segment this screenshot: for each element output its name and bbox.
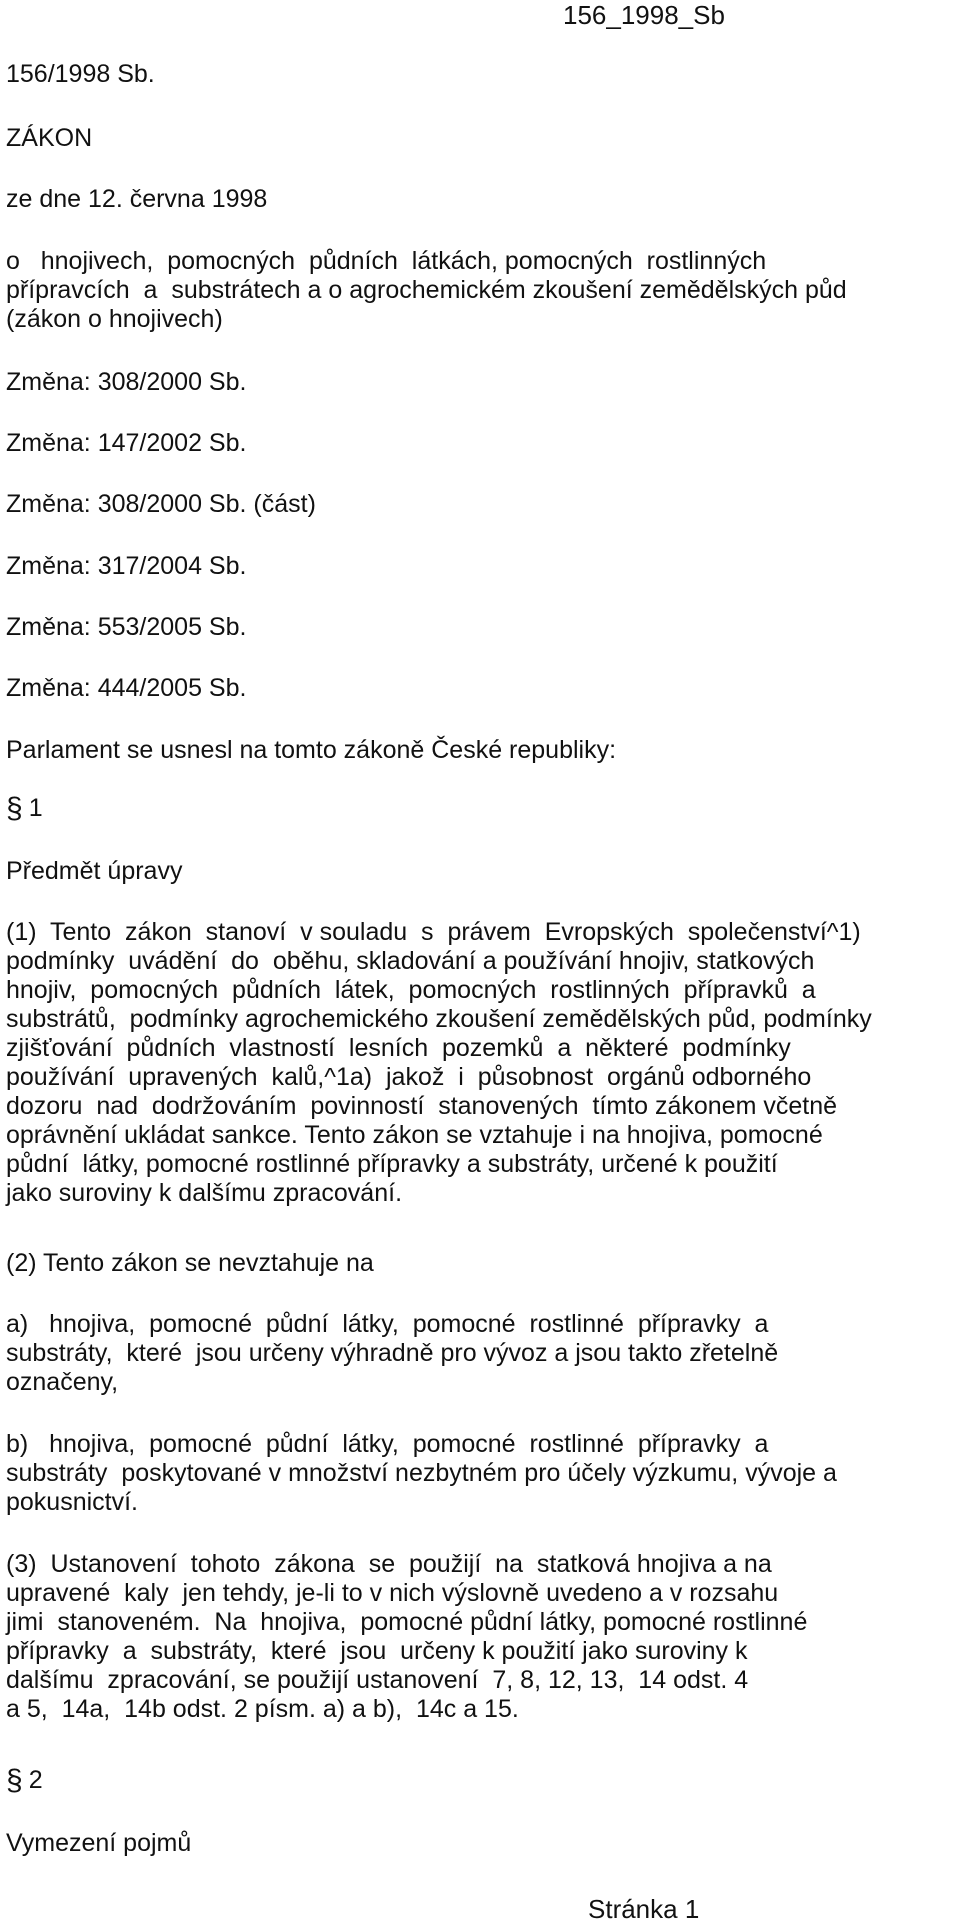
section-1-item-b [6, 1430, 837, 1517]
paragraph-line: pokusnictví. [6, 1488, 139, 1516]
paragraph-line: substrátů, podmínky agrochemického zkoušení zemědělských půd, podmínky [6, 1005, 872, 1033]
paragraph-line: dalšímu zpracování, se použijí ustanovení 7, 8, 12, 13, 14 odst. 4 [6, 1666, 749, 1694]
paragraph-line: používání upravených kalů,^1a) jakož i působnost orgánů odborného [6, 1063, 812, 1091]
amendment-line: Změna: 553/2005 Sb. [6, 613, 247, 641]
title-line: přípravcích a substrátech a o agrochemickém zkoušení zemědělských půd [6, 276, 847, 304]
paragraph-line: jimi stanoveném. Na hnojiva, pomocné půdní látky, pomocné rostlinné [6, 1608, 808, 1636]
document-id-header: 156_1998_Sb [563, 0, 725, 30]
section-1-heading: Předmět úpravy [6, 857, 183, 885]
paragraph-line: substráty, které jsou určeny výhradně pro vývoz a jsou takto zřetelně [6, 1339, 779, 1367]
section-2-number: 2 [28, 1766, 43, 1794]
amendment-line: Změna: 308/2000 Sb. [6, 368, 247, 396]
law-date: ze dne 12. června 1998 [6, 185, 268, 213]
preamble: Parlament se usnesl na tomto zákoně České republiky: [6, 736, 617, 764]
paragraph-line: označeny, [6, 1368, 119, 1396]
law-number: 156/1998 Sb. [6, 60, 155, 88]
title-line: o hnojivech, pomocných půdních látkách, pomocných rostlinných [6, 247, 767, 275]
section-1-item-a [6, 1310, 778, 1397]
document-type: ZÁKON [6, 124, 93, 152]
paragraph-line: jako suroviny k dalšímu zpracování. [6, 1179, 403, 1207]
paragraph-line: upravené kaly jen tehdy, je-li to v nich výslovně uvedeno a v rozsahu [6, 1579, 779, 1607]
amendment-line: Změna: 444/2005 Sb. [6, 674, 247, 702]
section-1-label [6, 794, 43, 823]
section-1-paragraph-2: (2) Tento zákon se nevztahuje na [6, 1249, 374, 1277]
paragraph-line: oprávnění ukládat sankce. Tento zákon se vztahuje i na hnojiva, pomocné [6, 1121, 823, 1149]
paragraph-line: hnojiv, pomocných půdních látek, pomocných rostlinných přípravků a [6, 976, 816, 1004]
paragraph-line: a) hnojiva, pomocné půdní látky, pomocné rostlinné přípravky a [6, 1310, 769, 1338]
paragraph-line: (3) Ustanovení tohoto zákona se použijí na statková hnojiva a na [6, 1550, 772, 1578]
paragraph-line: zjišťování půdních vlastností lesních pozemků a některé podmínky [6, 1034, 791, 1062]
amendment-line: Změna: 317/2004 Sb. [6, 552, 247, 580]
amendment-line: Změna: 308/2000 Sb. (část) [6, 490, 316, 518]
page-number-footer: Stránka 1 [588, 1894, 700, 1924]
paragraph-line: a 5, 14a, 14b odst. 2 písm. a) a b), 14c a 15. [6, 1695, 519, 1723]
section-symbol: § [6, 792, 23, 825]
section-2-heading: Vymezení pojmů [6, 1829, 192, 1857]
law-title [6, 247, 847, 334]
amendment-line: Změna: 147/2002 Sb. [6, 429, 247, 457]
paragraph-line: půdní látky, pomocné rostlinné přípravky a substráty, určené k použití [6, 1150, 778, 1178]
section-symbol: § [6, 1764, 23, 1797]
section-1-paragraph-3 [6, 1550, 807, 1724]
paragraph-line: přípravky a substráty, které jsou určeny k použití jako suroviny k [6, 1637, 748, 1665]
paragraph-line: substráty poskytované v množství nezbytném pro účely výzkumu, vývoje a [6, 1459, 837, 1487]
title-line: (zákon o hnojivech) [6, 305, 223, 333]
paragraph-line: (1) Tento zákon stanoví v souladu s právem Evropských společenství^1) [6, 918, 861, 946]
paragraph-line: dozoru nad dodržováním povinností stanovených tímto zákonem včetně [6, 1092, 838, 1120]
section-1-paragraph-1 [6, 918, 872, 1208]
paragraph-line: podmínky uvádění do oběhu, skladování a používání hnojiv, statkových [6, 947, 815, 975]
paragraph-line: b) hnojiva, pomocné půdní látky, pomocné rostlinné přípravky a [6, 1430, 769, 1458]
section-2-label [6, 1766, 43, 1795]
section-1-number: 1 [28, 794, 43, 822]
